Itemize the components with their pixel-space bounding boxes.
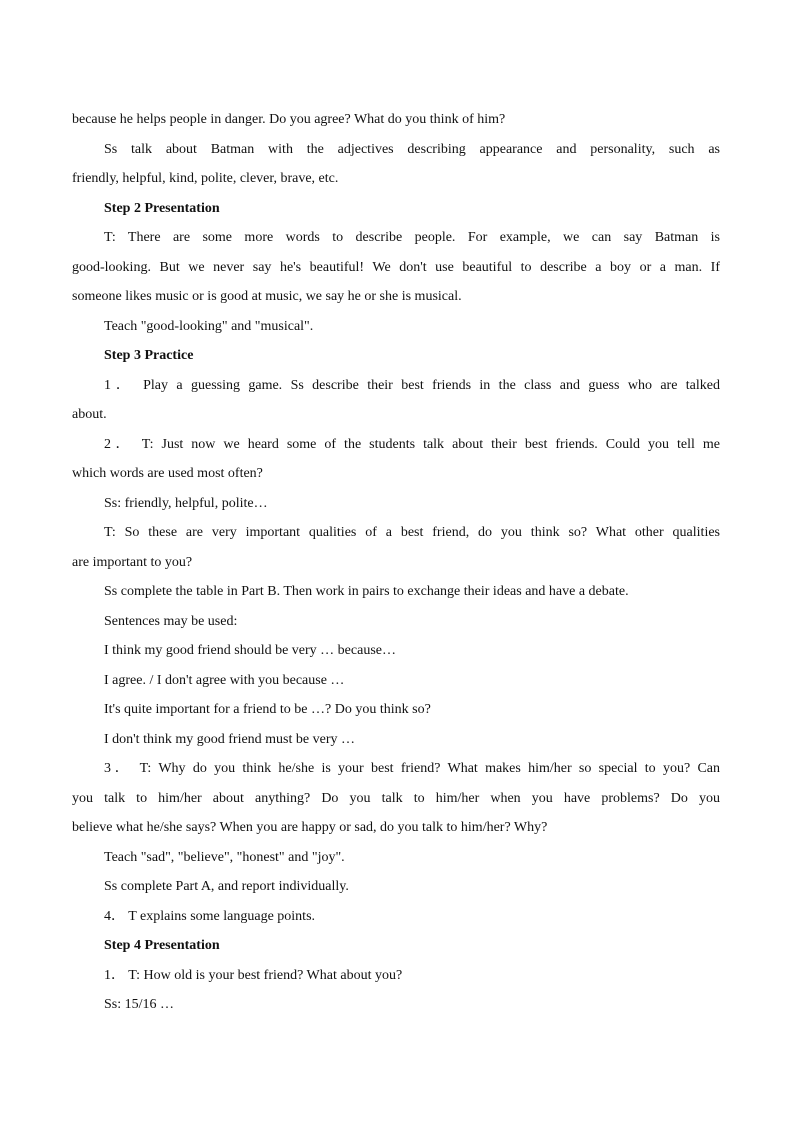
- text-line: Ss: friendly, helpful, polite…: [104, 495, 268, 511]
- text-line: good-looking. But we never say he's beautiful! We don't use beautiful to describe a boy or a man. If: [72, 259, 720, 275]
- text-line: 2． T: Just now we heard some of the students talk about their best friends. Could you tell me: [104, 436, 720, 452]
- text-line: Teach "sad", "believe", "honest" and "joy".: [104, 849, 345, 865]
- text-line: 1． Play a guessing game. Ss describe their best friends in the class and guess who are talked: [104, 377, 720, 393]
- text-line: Ss complete Part A, and report individually.: [104, 879, 349, 894]
- text-line: I agree. / I don't agree with you because …: [104, 672, 345, 688]
- text-line: Sentences may be used:: [104, 613, 238, 629]
- text-line: 3． T: Why do you think he/she is your best friend? What makes him/her so special to you? Can: [104, 761, 720, 776]
- text-line: T: There are some more words to describe people. For example, we can say Batman is: [104, 230, 720, 245]
- section-heading: Step 3 Practice: [104, 348, 194, 363]
- text-line: T: So these are very important qualities of a best friend, do you think so? What other qualities: [104, 525, 720, 540]
- text-line: about.: [72, 407, 107, 422]
- text-line: Ss complete the table in Part B. Then work in pairs to exchange their ideas and have a debate.: [104, 584, 629, 599]
- text-line: are important to you?: [72, 554, 193, 570]
- text-line: someone likes music or is good at music, we say he or she is musical.: [72, 289, 462, 304]
- text-line: I don't think my good friend must be very …: [104, 731, 355, 747]
- text-line: 4． T explains some language points.: [104, 908, 316, 924]
- text-line: believe what he/she says? When you are happy or sad, do you talk to him/her? Why?: [72, 820, 548, 835]
- text-line: Ss talk about Batman with the adjectives describing appearance and personality, such as: [104, 141, 720, 157]
- text-line: because he helps people in danger. Do you agree? What do you think of him?: [72, 112, 506, 127]
- text-line: you talk to him/her about anything? Do you talk to him/her when you have problems? Do you: [72, 790, 720, 806]
- text-line: 1． T: How old is your best friend? What about you?: [104, 967, 403, 983]
- text-line: I think my good friend should be very … because…: [104, 643, 396, 658]
- text-line: Ss: 15/16 …: [104, 997, 175, 1012]
- text-line: Teach "good-looking" and "musical".: [104, 318, 314, 334]
- text-line: It's quite important for a friend to be …? Do you think so?: [104, 702, 431, 717]
- text-line: friendly, helpful, kind, polite, clever, brave, etc.: [72, 171, 339, 186]
- text-line: which words are used most often?: [72, 466, 263, 481]
- section-heading: Step 4 Presentation: [104, 938, 220, 953]
- section-heading: Step 2 Presentation: [104, 200, 220, 216]
